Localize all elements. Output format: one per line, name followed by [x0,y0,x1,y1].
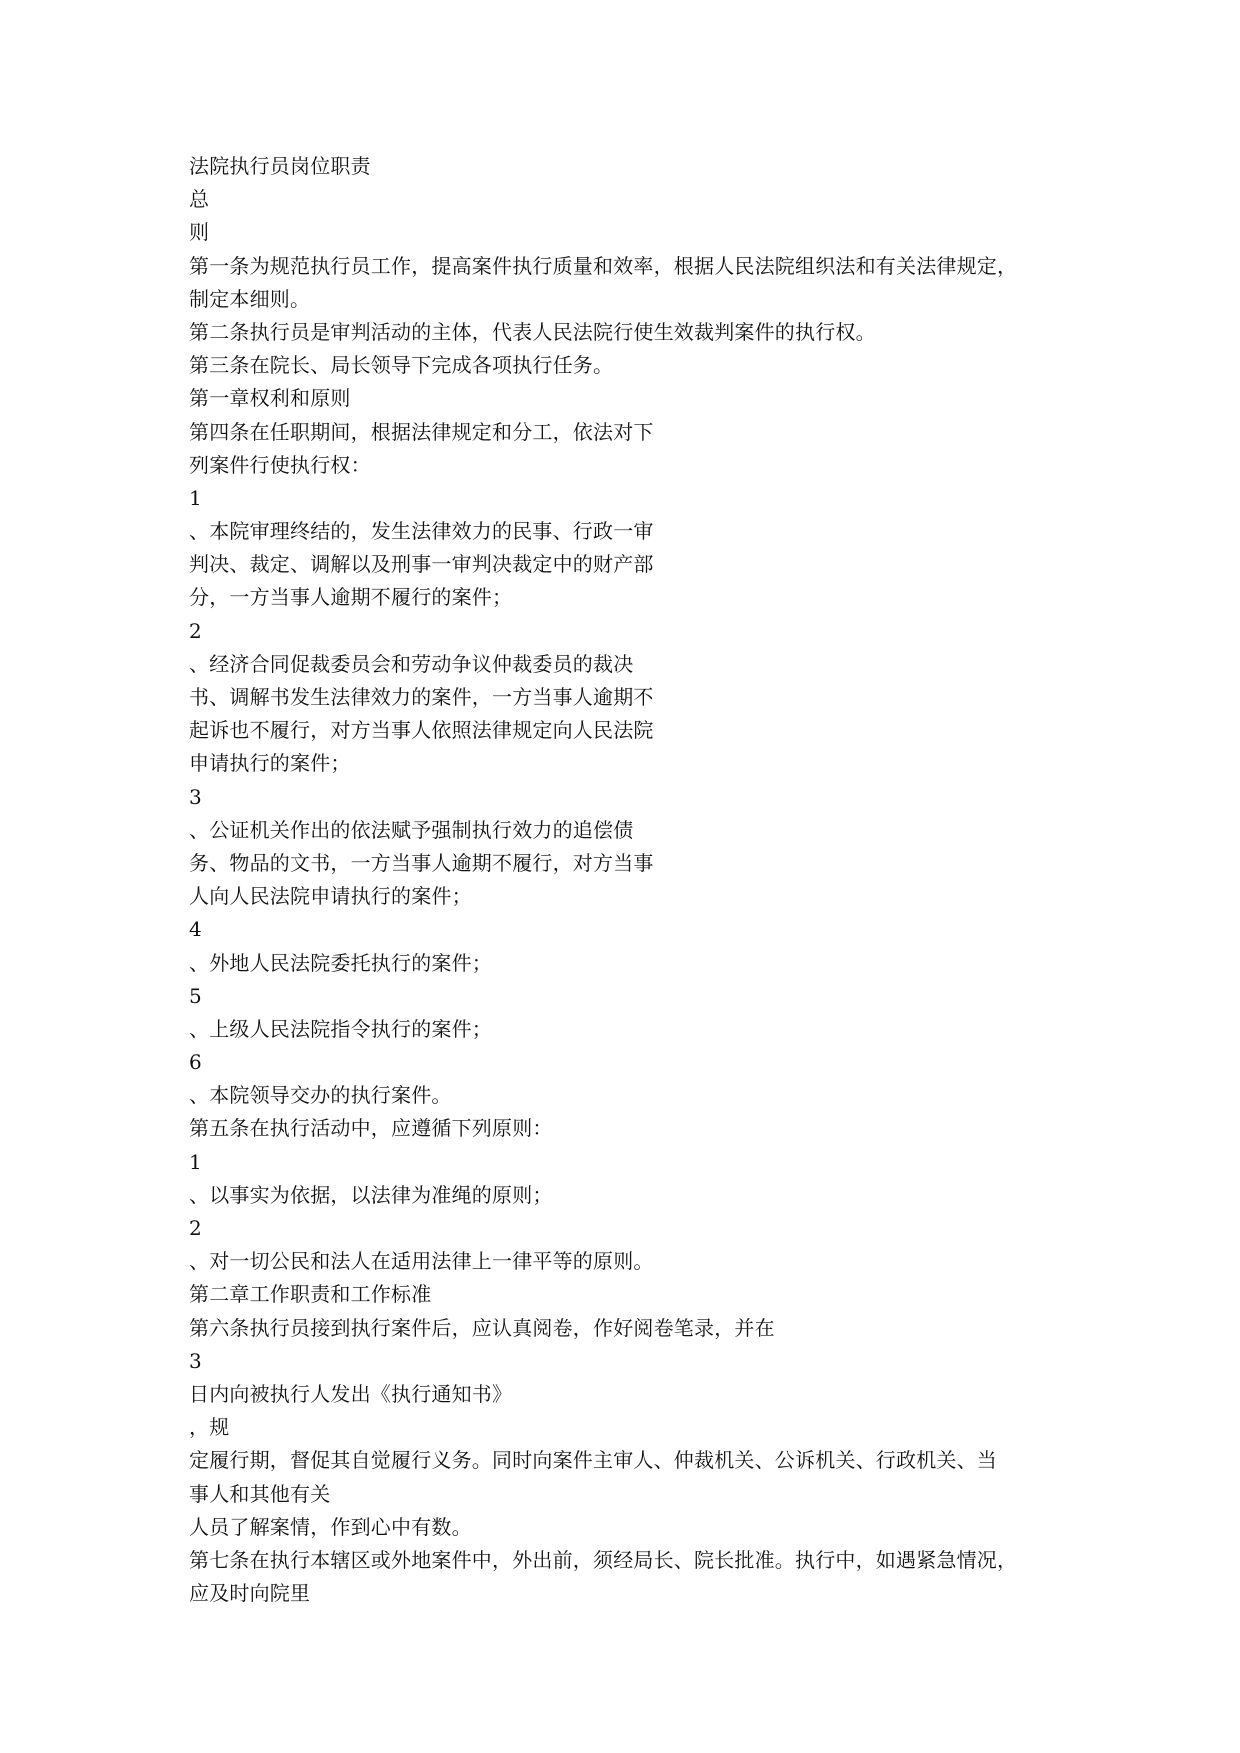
text-line: 务、物品的文书，一方当事人逾期不履行，对方当事 [189,850,654,875]
article-1: 第一条为规范执行员工作，提高案件执行质量和效率，根据人民法院组织法和有关法律规定， [189,253,1018,278]
text-line: 日内向被执行人发出《执行通知书》 [189,1381,513,1406]
article-2: 第二条执行员是审判活动的主体，代表人民法院行使生效裁判案件的执行权。 [189,319,876,344]
text-line: 应及时向院里 [189,1581,311,1606]
text-line: 定履行期，督促其自觉履行义务。同时向案件主审人、仲裁机关、公诉机关、行政机关、当 [189,1448,997,1473]
article-6: 第六条执行员接到执行案件后，应认真阅卷，作好阅卷笔录，并在 [189,1315,775,1340]
item-number: 3 [189,1348,202,1373]
item-number: 6 [189,1050,202,1075]
document-body [189,150,1069,1610]
section-heading: 则 [189,220,210,245]
text-line: 书、调解书发生法律效力的案件，一方当事人逾期不 [189,685,654,709]
article-7: 第七条在执行本辖区或外地案件中，外出前，须经局长、院长批准。执行中，如遇紧急情况， [189,1547,1018,1572]
text-line: 、本院领导交办的执行案件。 [189,1083,452,1108]
text-line: 事人和其他有关 [189,1481,331,1506]
chapter-1-heading: 第一章权利和原则 [189,386,351,411]
text-line: 制定本细则。 [189,286,311,311]
article-5: 第五条在执行活动中，应遵循下列原则： [189,1116,553,1141]
article-3: 第三条在院长、局长领导下完成各项执行任务。 [189,353,614,378]
item-number: 3 [189,784,202,809]
text-line: 起诉也不履行，对方当事人依照法律规定向人民法院 [189,718,654,743]
chapter-2-heading: 第二章工作职责和工作标准 [189,1282,432,1307]
text-line: ，规 [189,1415,230,1440]
text-line: 、上级人民法院指令执行的案件； [189,1016,492,1041]
text-line: 、经济合同促裁委员会和劳动争议仲裁委员的裁决 [189,651,634,676]
document-title: 法院执行员岗位职责 [189,154,371,178]
text-line: 、公证机关作出的依法赋予强制执行效力的追偿债 [189,817,634,842]
text-line: 人员了解案情，作到心中有数。 [189,1514,472,1539]
article-4: 第四条在任职期间，根据法律规定和分工，依法对下 [189,419,654,444]
text-line: 人向人民法院申请执行的案件； [189,884,472,909]
text-line: 、外地人民法院委托执行的案件； [189,950,492,975]
item-number: 4 [189,917,202,942]
text-line: 、本院审理终结的，发生法律效力的民事、行政一审 [189,519,654,544]
item-number: 2 [189,1216,202,1240]
text-line: 列案件行使执行权： [189,452,371,477]
text-line: 申请执行的案件； [189,751,351,776]
text-line: 分，一方当事人逾期不履行的案件； [189,585,513,610]
text-line: 、对一切公民和法人在适用法律上一律平等的原则。 [189,1249,654,1274]
item-number: 1 [189,485,202,510]
text-line: 、以事实为依据，以法律为准绳的原则； [189,1182,553,1207]
item-number: 5 [189,983,202,1008]
section-heading: 总 [189,187,210,212]
item-number: 1 [189,1149,202,1174]
item-number: 2 [189,618,202,643]
text-line: 判决、裁定、调解以及刑事一审判决裁定中的财产部 [189,552,654,577]
